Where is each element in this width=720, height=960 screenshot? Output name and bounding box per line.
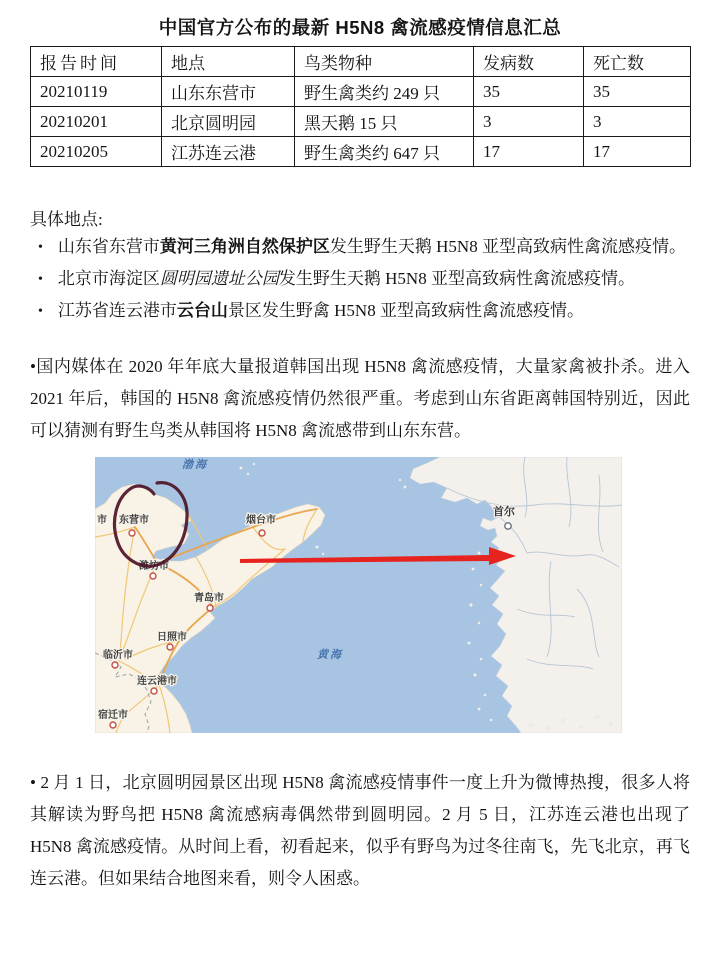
city-marker-weifang bbox=[150, 573, 156, 579]
table-header-row bbox=[31, 47, 691, 77]
bullet-icon: • bbox=[38, 240, 43, 255]
cell-cases: 35 bbox=[474, 77, 584, 107]
table-row bbox=[31, 107, 691, 137]
city-marker-suqian bbox=[110, 722, 116, 728]
city-marker-yantai bbox=[259, 530, 265, 536]
list-item-dongying bbox=[30, 231, 690, 263]
doc-title: 中国官方公布的最新 H5N8 禽流感疫情信息汇总 bbox=[158, 17, 562, 38]
cell-deaths: 35 bbox=[584, 77, 691, 107]
list-item-text: 江苏省连云港市 bbox=[57, 301, 177, 320]
bullet-icon: • bbox=[38, 272, 43, 287]
city-marker-rizhao bbox=[167, 644, 173, 650]
table-row bbox=[31, 137, 691, 167]
cell-location: 北京圆明园 bbox=[162, 107, 295, 137]
map-label-lianyungang: 连云港市 bbox=[137, 676, 177, 687]
table-row bbox=[31, 77, 691, 107]
cell-location: 山东东营市 bbox=[162, 77, 295, 107]
map-label-rizhao: 日照市 bbox=[157, 632, 187, 643]
cell-report-date: 20210205 bbox=[31, 137, 162, 167]
cell-deaths: 3 bbox=[584, 107, 691, 137]
city-marker-seoul bbox=[505, 523, 511, 529]
map-label-suqian: 宿迁市 bbox=[98, 710, 128, 721]
cell-location: 江苏连云港 bbox=[162, 137, 295, 167]
city-marker-qingdao bbox=[207, 605, 213, 611]
map-svg bbox=[95, 457, 622, 733]
sea-label-bohai: 渤海 bbox=[182, 459, 208, 471]
list-item-text: 发生野生天鹅 H5N8 亚型高致病性禽流感疫情。 bbox=[278, 269, 635, 288]
bullet-icon: • bbox=[38, 304, 43, 319]
map-label-seoul: 首尔 bbox=[493, 506, 515, 518]
cell-species: 黑天鹅 15 只 bbox=[295, 107, 474, 137]
cell-cases: 3 bbox=[474, 107, 584, 137]
city-marker-linyi bbox=[112, 662, 118, 668]
map-image bbox=[95, 457, 622, 733]
list-item-beijing bbox=[30, 263, 690, 295]
list-item-text: 发生野生天鹅 H5N8 亚型高致病性禽流感疫情。 bbox=[329, 237, 686, 256]
map-label-yantai: 烟台市 bbox=[246, 515, 276, 526]
col-header-report-date: 报告时间 bbox=[31, 47, 162, 77]
cell-species: 野生禽类约 647 只 bbox=[295, 137, 474, 167]
cell-report-date: 20210201 bbox=[31, 107, 162, 137]
outbreak-table bbox=[30, 46, 691, 167]
place-name-highlight: 圆明园遗址公园 bbox=[159, 269, 279, 288]
list-item-text: 北京市海淀区 bbox=[57, 269, 160, 288]
list-item-text: 景区发生野禽 H5N8 亚型高致病性禽流感疫情。 bbox=[227, 301, 584, 320]
map-label-linyi: 临沂市 bbox=[103, 650, 133, 661]
col-header-location: 地点 bbox=[162, 47, 295, 77]
paragraph-timeline: • 2 月 1 日，北京圆明园景区出现 H5N8 禽流感疫情事件一度上升为微博热搜，很多人将其解读为野鸟把 H5N8 禽流感病毒偶然带到圆明园。2 月 5 日，江苏连云港也出现了 H5N8 禽流感疫情。从时间上看，初看起来，似乎有野鸟为过冬往南飞，先飞北京，再飞连云港。但如果结合地图来看，则令人困惑。 bbox=[30, 773, 690, 888]
cell-deaths: 17 bbox=[584, 137, 691, 167]
map-label-weifang: 潍坊市 bbox=[139, 561, 169, 572]
place-name-highlight: 黄河三角洲自然保护区 bbox=[159, 237, 330, 256]
place-name-highlight: 云台山 bbox=[176, 301, 228, 320]
paragraph-korea: •国内媒体在 2020 年年底大量报道韩国出现 H5N8 禽流感疫情，大量家禽被扑杀。进入 2021 年后，韩国的 H5N8 禽流感疫情仍然很严重。考虑到山东省距离韩国特别近，因此可以猜测有野生鸟类从韩国将 H5N8 禽流感带到山东东营。 bbox=[30, 357, 690, 440]
city-marker-dongying bbox=[129, 530, 135, 536]
city-marker-lianyungang bbox=[151, 688, 157, 694]
col-header-deaths: 死亡数 bbox=[584, 47, 691, 77]
cell-cases: 17 bbox=[474, 137, 584, 167]
col-header-species: 鸟类物种 bbox=[295, 47, 474, 77]
col-header-cases: 发病数 bbox=[474, 47, 584, 77]
map-label-dongying: 东营市 bbox=[119, 515, 149, 526]
map-label-clipped-city: 市 bbox=[97, 515, 107, 526]
cell-report-date: 20210119 bbox=[31, 77, 162, 107]
cell-species: 野生禽类约 249 只 bbox=[295, 77, 474, 107]
list-item-text: 山东省东营市 bbox=[57, 237, 160, 256]
sea-label-yellow-sea: 黄海 bbox=[317, 649, 343, 661]
list-item-lianyungang bbox=[30, 295, 690, 327]
locations-heading: 具体地点: bbox=[30, 210, 103, 229]
map-label-qingdao: 青岛市 bbox=[194, 593, 224, 604]
